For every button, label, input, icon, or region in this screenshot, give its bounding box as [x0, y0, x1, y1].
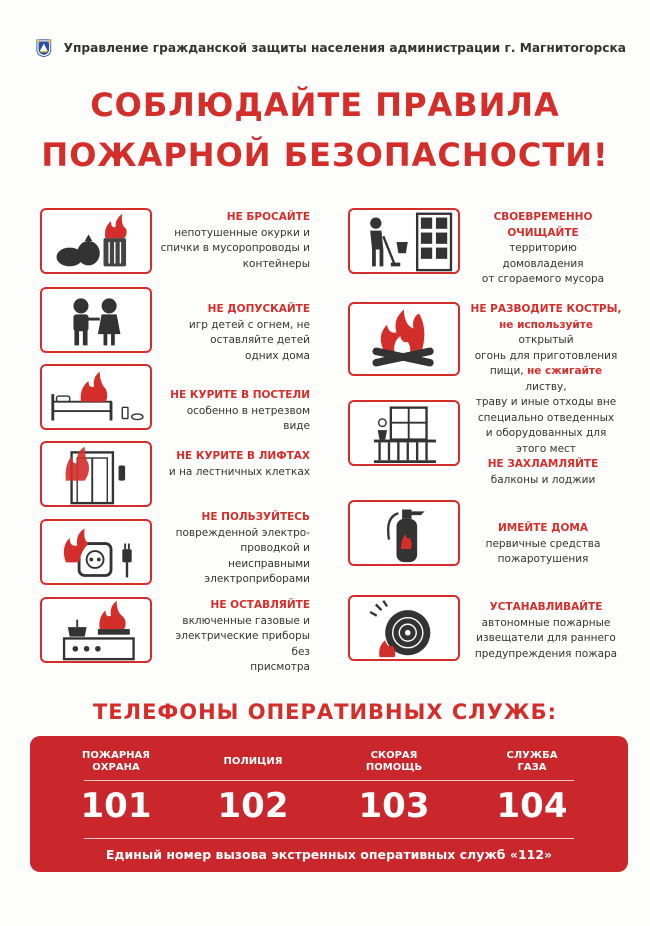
rule-heading: СВОЕВРЕМЕННО: [493, 211, 593, 223]
rule-line: присмотра: [250, 661, 310, 673]
rule-no-campfire: [470, 302, 622, 457]
phone-number-ambulance[interactable]: 103: [358, 786, 430, 826]
title-line-1: СОБЛЮДАЙТЕ ПРАВИЛА: [90, 86, 560, 124]
rule-line: включенные газовые и: [182, 614, 310, 627]
rule-line: поврежденной электро-: [175, 526, 310, 539]
rule-line: особенно в нетрезвом виде: [186, 404, 310, 432]
rule-no-leave: [158, 598, 310, 676]
rule-line: и оборудованных для: [485, 427, 607, 439]
rule-line: предупреждения пожара: [474, 647, 618, 660]
city-crest-icon: [36, 27, 52, 69]
rule-line: одних дома: [245, 349, 310, 362]
rule-line: игр детей с огнем, не: [188, 318, 310, 331]
rule-no-use-faulty: [158, 510, 310, 588]
rule-heading: ОЧИЩАЙТЕ: [507, 226, 579, 239]
rule-line: от сгораемого мусора: [481, 273, 605, 285]
elevator-fire-icon: [40, 441, 152, 507]
phones-panel: [30, 736, 628, 872]
service-label: ГАЗА: [517, 762, 547, 773]
trash-fire-icon: [40, 208, 152, 274]
phones-title: ТЕЛЕФОНЫ ОПЕРАТИВНЫХ СЛУЖБ:: [92, 700, 558, 724]
title-line-2: ПОЖАРНОЙ БЕЗОПАСНОСТИ!: [41, 136, 609, 174]
rule-line: автономные пожарные: [481, 616, 611, 629]
rule-line: балконы и лоджии: [490, 473, 596, 486]
rule-no-throw: [158, 210, 310, 272]
balcony-icon: [348, 400, 460, 466]
rule-text: открытый: [518, 334, 574, 346]
rule-install-detectors: [470, 600, 622, 662]
campfire-icon: [348, 302, 460, 376]
service-label: ПОЖАРНАЯ: [82, 750, 150, 761]
emergency-number-line: Единый номер вызова экстренных оперативных служб «112»: [105, 847, 553, 862]
smoke-detector-icon: [348, 595, 460, 661]
rule-line: проводкой и неисправными: [228, 542, 310, 570]
rule-have-extinguisher: [470, 521, 616, 568]
divider: [84, 838, 574, 839]
rule-line: электрические приборы без: [175, 630, 310, 658]
service-label: ПОМОЩЬ: [365, 762, 423, 773]
children-icon: [40, 287, 152, 353]
rule-heading: НЕ ОСТАВЛЯЙТЕ: [210, 599, 310, 611]
rule-no-clutter: [470, 457, 616, 488]
rule-cleanup: [470, 210, 616, 288]
divider: [84, 780, 574, 781]
rule-line: первичные средства: [485, 537, 601, 550]
rule-heading: НЕ ПОЛЬЗУЙТЕСЬ: [201, 511, 310, 523]
fire-extinguisher-icon: [348, 500, 460, 566]
phone-number-fire[interactable]: 101: [80, 786, 152, 826]
rule-heading: ИМЕЙТЕ ДОМА: [497, 522, 589, 534]
stove-fire-icon: [40, 597, 152, 663]
rule-line: этого мест: [516, 442, 576, 455]
rule-line: огонь для приготовления: [474, 349, 618, 362]
rule-text: пищи,: [489, 365, 527, 377]
rule-heading: НЕ КУРИТЕ В ЛИФТАХ: [176, 450, 310, 462]
service-label: СЛУЖБА: [506, 750, 558, 761]
rule-emphasis: не используйте: [499, 318, 593, 331]
rule-no-allow: [158, 302, 310, 364]
header: [36, 26, 626, 70]
rule-text: листву,: [525, 380, 567, 393]
rule-emphasis: не сжигайте: [526, 365, 603, 377]
rule-heading: НЕ ЗАХЛАМЛЯЙТЕ: [487, 458, 599, 470]
rule-heading: НЕ БРОСАЙТЕ: [226, 211, 310, 223]
socket-fire-icon: [40, 519, 152, 585]
service-police: [183, 748, 323, 776]
service-gas: [462, 748, 602, 776]
service-fire: [46, 748, 186, 776]
phone-number-police[interactable]: 102: [217, 786, 289, 826]
service-label: СКОРАЯ: [370, 750, 418, 761]
rule-heading: УСТАНАВЛИВАЙТЕ: [489, 601, 603, 613]
service-ambulance: [324, 748, 464, 776]
service-label: ПОЛИЦИЯ: [223, 756, 283, 767]
rule-heading: НЕ РАЗВОДИТЕ КОСТРЫ,: [470, 303, 622, 315]
rule-line: непотушенные окурки и: [174, 226, 310, 239]
rule-line: электроприборами: [204, 573, 310, 585]
org-name: Управление гражданской защиты населения администрации г. Магнитогорска: [63, 41, 626, 55]
sweeping-person-icon: [348, 208, 460, 274]
rule-line: спички в мусоропроводы и: [160, 242, 310, 254]
rule-line: территорию домовладения: [502, 242, 584, 270]
rule-line: контейнеры: [242, 257, 310, 270]
phone-number-gas[interactable]: 104: [496, 786, 568, 826]
rule-line: траву и иные отходы вне: [475, 396, 617, 408]
rule-line: извещатели для раннего: [476, 632, 616, 644]
rule-line: оставляйте детей: [210, 334, 310, 346]
rule-line: и на лестничных клетках: [168, 465, 310, 478]
rule-no-smoke-elevator: [158, 449, 310, 480]
rule-no-smoke-bed: [158, 388, 310, 435]
service-label: ОХРАНА: [92, 762, 140, 773]
rule-heading: НЕ ДОПУСКАЙТЕ: [207, 303, 310, 315]
rule-heading: НЕ КУРИТЕ В ПОСТЕЛИ: [170, 389, 310, 401]
rule-line: специально отведенных: [477, 411, 615, 424]
rule-line: пожаротушения: [497, 553, 589, 565]
bed-fire-icon: [40, 364, 152, 430]
